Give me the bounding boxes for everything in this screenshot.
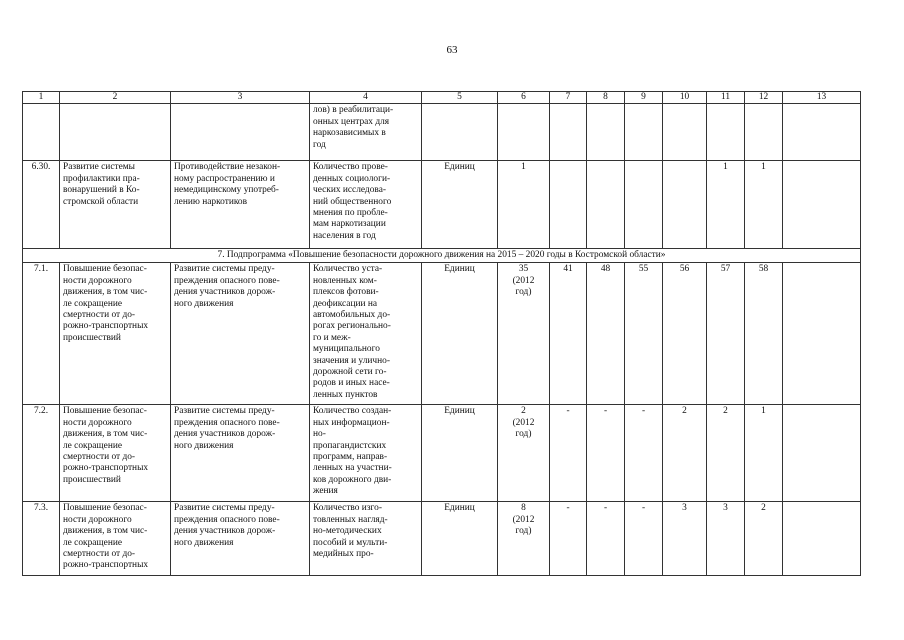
column-header-5: 5 [422,92,498,104]
cell-2015 [550,104,587,161]
cell-base-value: 8 (2012 год) [498,502,550,576]
cell-indicator: Количество уста- новленных ком- плексов фотови- деофиксации на автомобильных до- рогах регионально- го и меж- муниципального значения и улично- дорожной сети го- родов и иных насе- ленных пунктов [310,263,422,405]
column-header-13: 13 [783,92,861,104]
cell-2017: - [625,502,663,576]
cell-task: Развитие системы преду- преждения опасного пове- дения участников дорож- ного движения [171,263,310,405]
cell-2019: 57 [707,263,745,405]
cell-base-value: 35 (2012 год) [498,263,550,405]
cell-2016: - [587,502,625,576]
cell-2016: 48 [587,263,625,405]
cell-2015 [550,161,587,249]
cell-2019 [707,104,745,161]
column-header-2: 2 [60,92,171,104]
cell-2018 [663,104,707,161]
cell-2019: 2 [707,405,745,502]
cell-2018: 2 [663,405,707,502]
cell-indicator: Количество изго- товленных нагляд- но-методических пособий и мульти- медийных про- [310,502,422,576]
cell-2019: 1 [707,161,745,249]
cell-unit [422,104,498,161]
cell-row-number: 7.3. [23,502,60,576]
table-row [23,405,861,502]
cell-note [783,104,861,161]
cell-2016: - [587,405,625,502]
table-row [23,161,861,249]
column-header-4: 4 [310,92,422,104]
cell-task: Противодействие незакон- ному распространению и немедицинскому употреб- лению наркотиков [171,161,310,249]
cell-row-number: 6.30. [23,161,60,249]
column-header-1: 1 [23,92,60,104]
cell-2018: 3 [663,502,707,576]
cell-2020: 58 [745,263,783,405]
cell-note [783,502,861,576]
cell-goal [60,104,171,161]
cell-2020: 2 [745,502,783,576]
cell-base-value: 2 (2012 год) [498,405,550,502]
table-header-row [23,92,861,104]
cell-indicator: Количество создан- ных информацион- но- пропагандистских программ, направ- ленных на участни- ков дорожного дви- жения [310,405,422,502]
table-row [23,104,861,161]
cell-goal: Повышение безопас- ности дорожного движения, в том чис- ле сокращение смертности от до- рожно-транспортных происшествий [60,405,171,502]
cell-unit: Единиц [422,263,498,405]
table-row [23,263,861,405]
cell-2016 [587,104,625,161]
cell-task [171,104,310,161]
cell-2017: 55 [625,263,663,405]
cell-goal: Повышение безопас- ности дорожного движения, в том чис- ле сокращение смертности от до- рожно-транспортных происшествий [60,263,171,405]
cell-2015: - [550,405,587,502]
column-header-10: 10 [663,92,707,104]
cell-unit: Единиц [422,502,498,576]
cell-indicator: лов) в реабилитаци- онных центрах для наркозависимых в год [310,104,422,161]
cell-row-number [23,104,60,161]
cell-2020: 1 [745,405,783,502]
section-heading: 7. Подпрограмма «Повышение безопасности дорожного движения на 2015 – 2020 годы в Костромской области» [23,249,861,263]
cell-2015: 41 [550,263,587,405]
column-header-7: 7 [550,92,587,104]
cell-2017: - [625,405,663,502]
cell-2019: 3 [707,502,745,576]
cell-unit: Единиц [422,405,498,502]
cell-note [783,161,861,249]
column-header-3: 3 [171,92,310,104]
cell-base-value: 1 [498,161,550,249]
cell-2016 [587,161,625,249]
cell-indicator: Количество прове- денных социологи- ческих исследова- ний общественного мнения по пробле- мам наркотизации населения в год [310,161,422,249]
section-heading-row [23,249,861,263]
cell-base-value [498,104,550,161]
column-header-8: 8 [587,92,625,104]
cell-2018: 56 [663,263,707,405]
cell-2017 [625,161,663,249]
cell-2020: 1 [745,161,783,249]
cell-note [783,263,861,405]
cell-row-number: 7.2. [23,405,60,502]
table-row [23,502,861,576]
page-number: 63 [446,44,458,56]
cell-2015: - [550,502,587,576]
cell-note [783,405,861,502]
cell-2020 [745,104,783,161]
column-header-12: 12 [745,92,783,104]
cell-unit: Единиц [422,161,498,249]
cell-goal: Развитие системы профилактики пра- вонарушений в Ко- стромской области [60,161,171,249]
indicator-table [22,91,861,576]
cell-task: Развитие системы преду- преждения опасного пове- дения участников дорож- ного движения [171,502,310,576]
column-header-11: 11 [707,92,745,104]
column-header-6: 6 [498,92,550,104]
cell-row-number: 7.1. [23,263,60,405]
cell-2017 [625,104,663,161]
cell-task: Развитие системы преду- преждения опасного пове- дения участников дорож- ного движения [171,405,310,502]
column-header-9: 9 [625,92,663,104]
cell-goal: Повышение безопас- ности дорожного движения, в том чис- ле сокращение смертности от до- рожно-транспортных [60,502,171,576]
cell-2018 [663,161,707,249]
